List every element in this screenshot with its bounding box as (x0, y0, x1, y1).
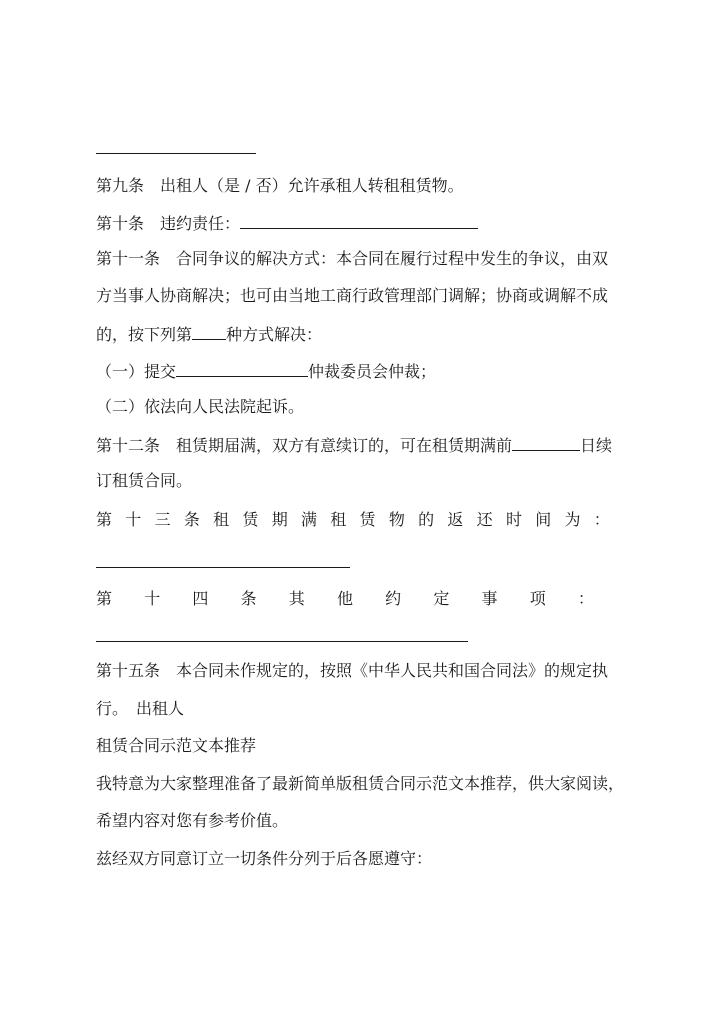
article-12-days-blank (512, 434, 580, 451)
a14-char: 十 (144, 589, 161, 608)
a14-char: 约 (385, 589, 402, 608)
a13-char: 租 (213, 510, 230, 529)
a14-char: ： (577, 589, 594, 608)
option-1 (96, 360, 436, 382)
a14-char: 项 (529, 589, 546, 608)
a13-char: 租 (330, 510, 347, 529)
article-9: 第九条 出租人（是 / 否）允许承租人转租租赁物。 (96, 176, 464, 195)
a14-char: 他 (336, 589, 353, 608)
blank-line-top (96, 153, 256, 154)
a13-char: 为 (564, 510, 581, 529)
a13-char: 还 (476, 510, 493, 529)
article-11-choice-blank (192, 323, 226, 340)
a13-char: 返 (447, 510, 464, 529)
option-1-blank (176, 360, 308, 377)
article-15-line-2: 行。 出租人 (96, 699, 185, 718)
article-12-line-1 (96, 434, 612, 456)
a13-char: 期 (271, 510, 288, 529)
a14-char: 第 (96, 589, 113, 608)
intro-line-1: 我特意为大家整理准备了最新简单版租赁合同示范文本推荐，供大家阅读， (96, 774, 625, 793)
intro-line-2: 希望内容对您有参考价值。 (96, 811, 289, 830)
option-1-prefix: （一）提交 (96, 362, 177, 381)
option-1-suffix: 仲裁委员会仲裁； (308, 362, 437, 381)
a13-char: 赁 (242, 510, 259, 529)
article-12-line-1-prefix: 第十二条 租赁期届满，双方有意续订的，可在租赁期满前 (96, 436, 513, 455)
article-10-label: 第十条 违约责任： (96, 214, 241, 233)
a13-char: 三 (154, 510, 171, 529)
a13-char: 物 (388, 510, 405, 529)
article-11-line-3-suffix: 种方式解决： (226, 325, 323, 344)
a13-char: 条 (183, 510, 200, 529)
section-heading: 租赁合同示范文本推荐 (96, 736, 257, 755)
article-11-line-3 (96, 323, 322, 345)
a13-char: 时 (505, 510, 522, 529)
a14-char: 事 (481, 589, 498, 608)
a14-char: 四 (192, 589, 209, 608)
closing-line: 兹经双方同意订立一切条件分列于后各愿遵守： (96, 849, 433, 868)
a13-char: 赁 (359, 510, 376, 529)
article-14-blank (96, 641, 468, 642)
option-2: （二）依法向人民法院起诉。 (96, 397, 305, 416)
a13-char: 间 (535, 510, 552, 529)
article-12-line-1-suffix: 日续 (580, 436, 613, 455)
article-11-line-3-prefix: 的，按下列第 (96, 325, 193, 344)
article-10-blank (240, 212, 478, 229)
a13-char: 十 (125, 510, 142, 529)
a13-char: ： (593, 510, 610, 529)
article-14 (96, 589, 594, 609)
article-15-line-1: 第十五条 本合同未作规定的，按照《中华人民共和国合同法》的规定执 (96, 661, 609, 680)
a13-char: 第 (96, 510, 113, 529)
a14-char: 定 (433, 589, 450, 608)
a14-char: 其 (288, 589, 305, 608)
article-11-line-2: 方当事人协商解决；也可由当地工商行政管理部门调解；协商或调解不成 (96, 286, 609, 305)
article-11-line-1: 第十一条 合同争议的解决方式：本合同在履行过程中发生的争议，由双 (96, 249, 609, 268)
a13-char: 的 (418, 510, 435, 529)
article-12-line-2: 订租赁合同。 (96, 471, 193, 490)
article-13 (96, 510, 610, 530)
article-13-blank (96, 567, 350, 568)
a13-char: 满 (300, 510, 317, 529)
article-10 (96, 212, 478, 234)
a14-char: 条 (240, 589, 257, 608)
